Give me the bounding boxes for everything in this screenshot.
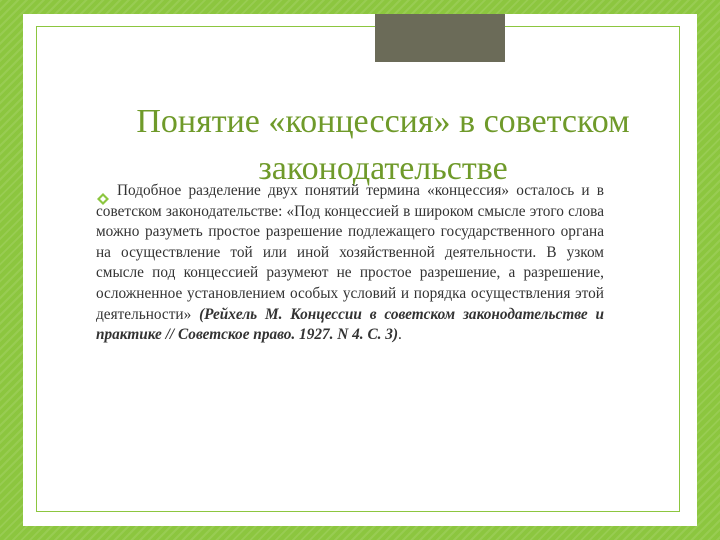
slide-title-line1: Понятие «концессия» в советском (136, 103, 630, 140)
slide-body (96, 181, 604, 346)
slide-title (83, 98, 683, 192)
citation: (Рейхель М. Концессии в советском законодательстве и практике // Советское право. 1927. N 4. С. 3) (96, 305, 605, 344)
body-paragraph (96, 181, 604, 346)
trailing-period: . (398, 326, 402, 344)
slide-header-tab (375, 14, 505, 62)
body-text: Подобное разделение двух понятий термина «концессия» осталось и в советском законодательстве: «Под концессией в широком смысле этого слова можно разуметь простое разрешение подлежащего государственного органа на осуществление той или иной хозяйственной деятельности. В узком смысле под концессией разумеют не простое разрешение, а разрешение, осложненное установлением особых условий и порядка осуществления этой деятельности» (96, 182, 604, 323)
slide-title-line2: законодательстве (258, 150, 508, 187)
